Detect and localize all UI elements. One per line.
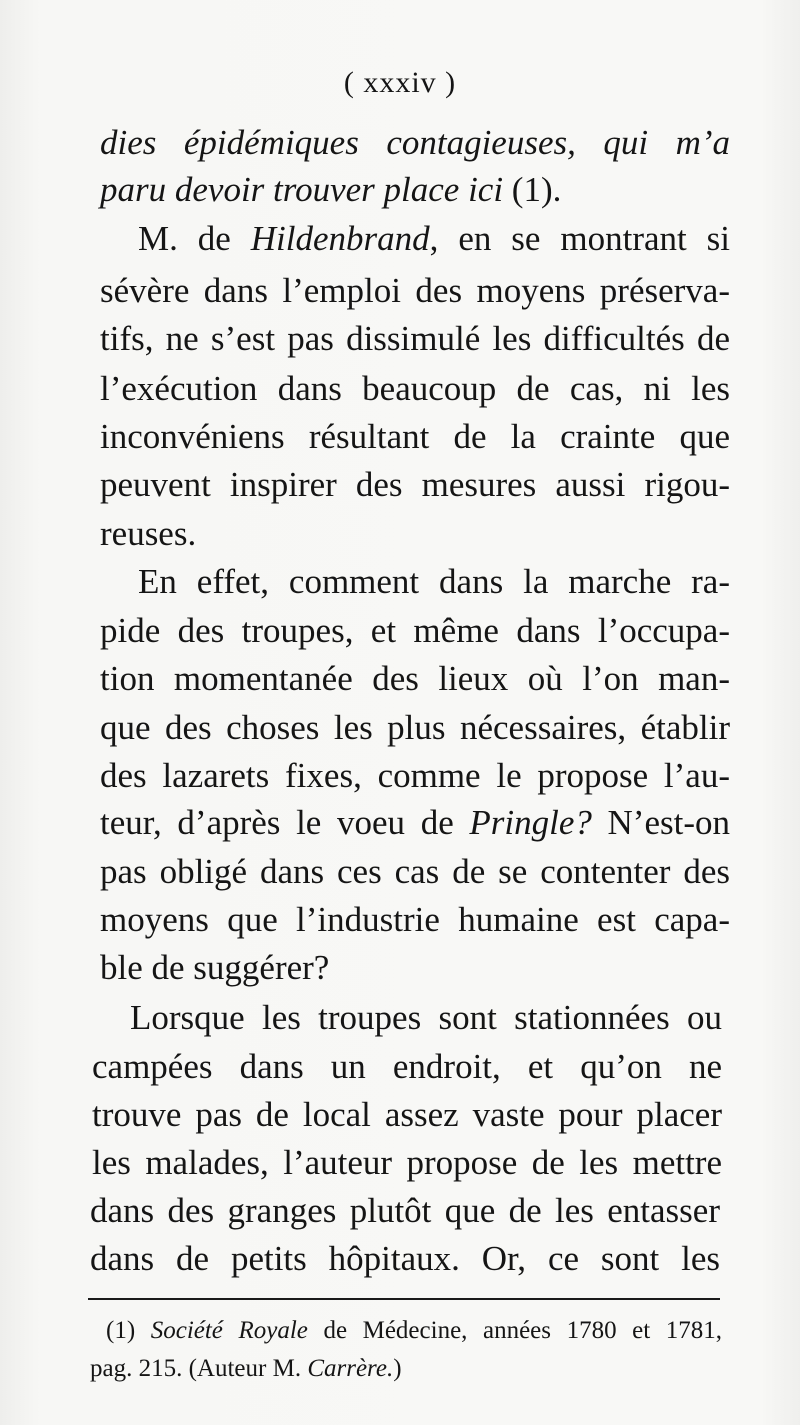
text-run: pide des troupes, et même dans l’occupa- — [100, 611, 730, 650]
text-run: trouve pas de local assez vaste pour placer — [92, 1095, 722, 1134]
text-run: dans des granges plutôt que de les entasser — [90, 1191, 720, 1230]
text-line — [92, 1041, 722, 1093]
text-run: pas obligé dans ces cas de se contenter des — [100, 852, 730, 891]
text-run: N’est-on — [591, 803, 730, 842]
text-line — [100, 363, 730, 415]
text-line — [90, 1233, 720, 1285]
text-run: les malades, l’auteur propose de les mettre — [92, 1143, 722, 1182]
text-line — [100, 164, 730, 216]
text-line — [90, 1185, 720, 1237]
text-line — [100, 942, 730, 994]
text-line — [100, 459, 730, 511]
text-run: En effet, comment dans la marche ra- — [138, 562, 730, 601]
text-run: paru devoir trouver place ici — [100, 170, 504, 209]
text-run: sévère dans l’emploi des moyens préserva- — [100, 271, 730, 310]
paragraph-start-line — [100, 213, 730, 265]
text-run: pag. 215. (Auteur M. — [90, 1355, 308, 1382]
text-run: Société Royale — [150, 1317, 308, 1344]
text-line — [100, 313, 730, 365]
text-run: ble de suggérer? — [100, 948, 330, 987]
paragraph-start-line — [92, 992, 722, 1044]
text-run: tifs, ne s’est pas dissimulé les difficultés de — [100, 319, 730, 358]
text-line — [100, 411, 730, 463]
text-line — [100, 117, 730, 169]
text-run: Pringle? — [469, 803, 592, 842]
text-run: (1) — [106, 1317, 151, 1344]
text-run: (1). — [503, 170, 562, 209]
page-folio: ( xxxiv ) — [343, 66, 457, 99]
text-run: Hildenbrand — [250, 219, 430, 258]
text-run: Lorsque les troupes sont stationnées ou — [130, 998, 722, 1037]
text-run: campées dans un endroit, et qu’on ne — [92, 1047, 722, 1086]
text-line — [100, 653, 730, 705]
text-line — [100, 508, 730, 560]
footnote-line — [90, 1350, 730, 1388]
text-line — [100, 265, 730, 317]
text-run: teur, d’après le voeu de — [100, 803, 470, 842]
text-run: moyens que l’industrie humaine est capa- — [100, 900, 730, 939]
paragraph-start-line — [100, 556, 730, 608]
text-run: inconvéniens résultant de la crainte que — [100, 417, 730, 456]
text-run: que des choses les plus nécessaires, établir — [100, 708, 730, 747]
text-run: l’exécution dans beaucoup de cas, ni les — [100, 369, 730, 408]
text-line — [92, 1089, 722, 1141]
text-run: peuvent inspirer des mesures aussi rigou- — [100, 465, 730, 504]
text-run: dans de petits hôpitaux. Or, ce sont les — [90, 1239, 720, 1278]
text-run: tion momentanée des lieux où l’on man- — [100, 659, 730, 698]
text-line — [100, 605, 730, 657]
text-line — [100, 846, 730, 898]
text-line — [100, 797, 730, 849]
text-run: M. de — [138, 219, 251, 258]
footnote-rule — [88, 1298, 720, 1300]
footnote-line — [106, 1312, 722, 1350]
text-run: ) — [393, 1355, 402, 1382]
text-line — [100, 894, 730, 946]
text-run: reuses. — [100, 514, 197, 553]
text-run: des lazarets fixes, comme le propose l’au- — [100, 756, 730, 795]
text-line — [92, 1137, 722, 1189]
text-run: Carrère. — [307, 1355, 394, 1382]
text-line — [100, 702, 730, 754]
text-run: dies épidémiques contagieuses, qui m’a — [100, 123, 730, 162]
text-line — [100, 750, 730, 802]
text-run: , en se montrant si — [429, 219, 731, 258]
text-run: de Médecine, années 1780 et 1781, — [307, 1317, 722, 1344]
